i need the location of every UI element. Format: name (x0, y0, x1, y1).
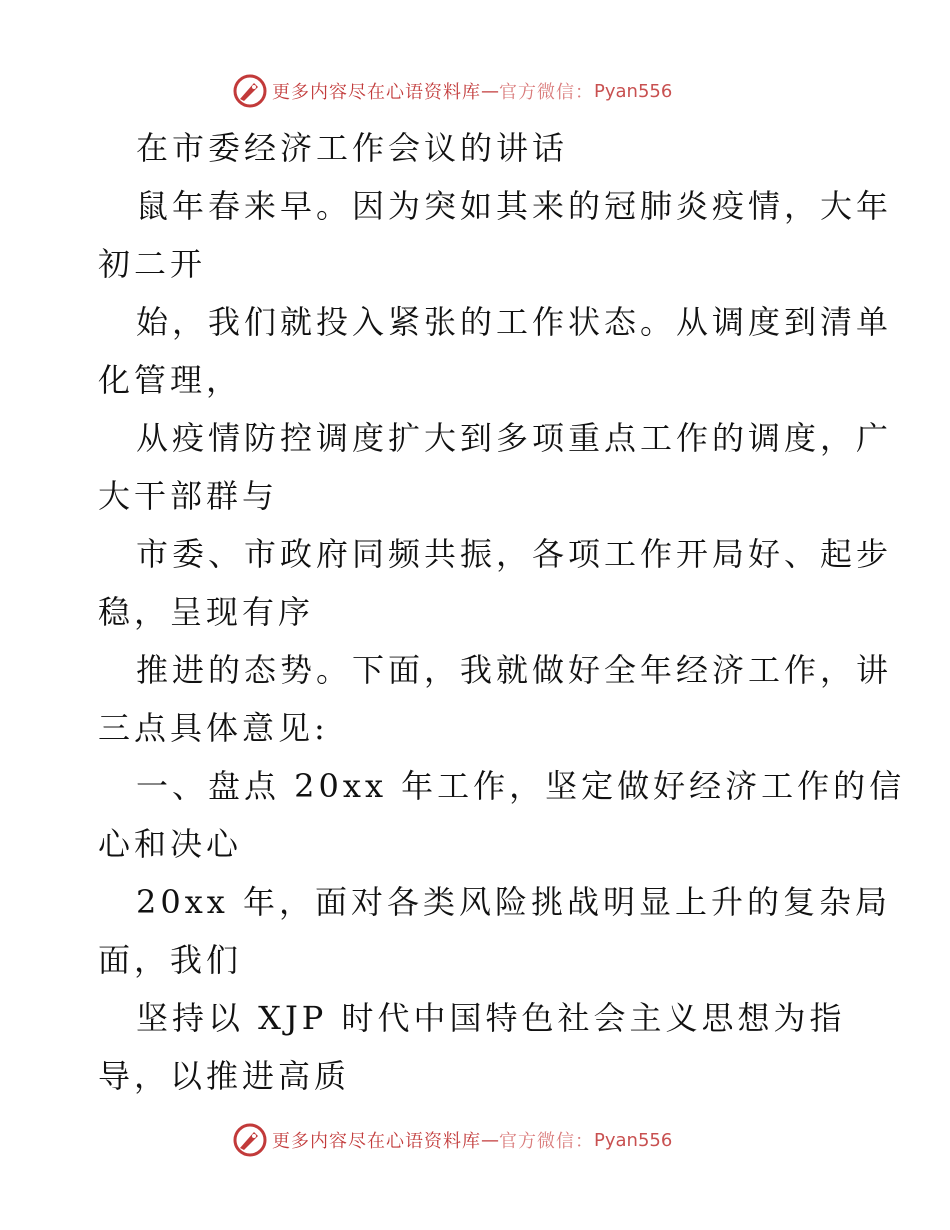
section-heading: 一、盘点 20xx 年工作，坚定做好经济工作的信 (136, 767, 906, 805)
body-line: 初二开 (98, 245, 207, 283)
header-watermark (232, 73, 672, 109)
body-line: 从疫情防控调度扩大到多项重点工作的调度，广 (136, 419, 893, 457)
body-line: 面，我们 (98, 941, 243, 979)
watermark-main-text: 更多内容尽在心语资料库 (272, 1131, 481, 1152)
watermark-wechat-id: Pyan556 (594, 80, 673, 102)
body-line: 鼠年春来早。因为突如其来的冠肺炎疫情，大年 (136, 187, 893, 225)
body-line: 始，我们就投入紧张的工作状态。从调度到清单 (136, 303, 893, 341)
document-title: 在市委经济工作会议的讲话 (136, 129, 569, 167)
watermark-dash: — (481, 80, 499, 102)
body-line: 导，以推进高质 (98, 1057, 351, 1095)
watermark-wechat-label: 官方微信： (499, 1131, 594, 1152)
body-line: 市委、市政府同频共振，各项工作开局好、起步 (136, 535, 893, 573)
body-line: 大干部群与 (98, 477, 279, 515)
body-line: 推进的态势。下面，我就做好全年经济工作，讲 (136, 651, 893, 689)
body-line: 三点具体意见: (98, 709, 329, 747)
footer-watermark (232, 1122, 672, 1158)
body-line: 化管理， (98, 361, 243, 399)
body-line: 20xx 年，面对各类风险挑战明显上升的复杂局 (136, 883, 891, 921)
pen-nib-logo-icon (232, 1122, 268, 1158)
watermark-wechat-id: Pyan556 (594, 1129, 673, 1151)
pen-nib-logo-icon (232, 73, 268, 109)
watermark-main-text: 更多内容尽在心语资料库 (272, 82, 481, 103)
watermark-dash: — (481, 1129, 499, 1151)
body-line: 稳，呈现有序 (98, 593, 315, 631)
body-line: 坚持以 XJP 时代中国特色社会主义思想为指 (136, 999, 846, 1037)
watermark-wechat-label: 官方微信： (499, 82, 594, 103)
section-heading-continued: 心和决心 (98, 825, 243, 863)
